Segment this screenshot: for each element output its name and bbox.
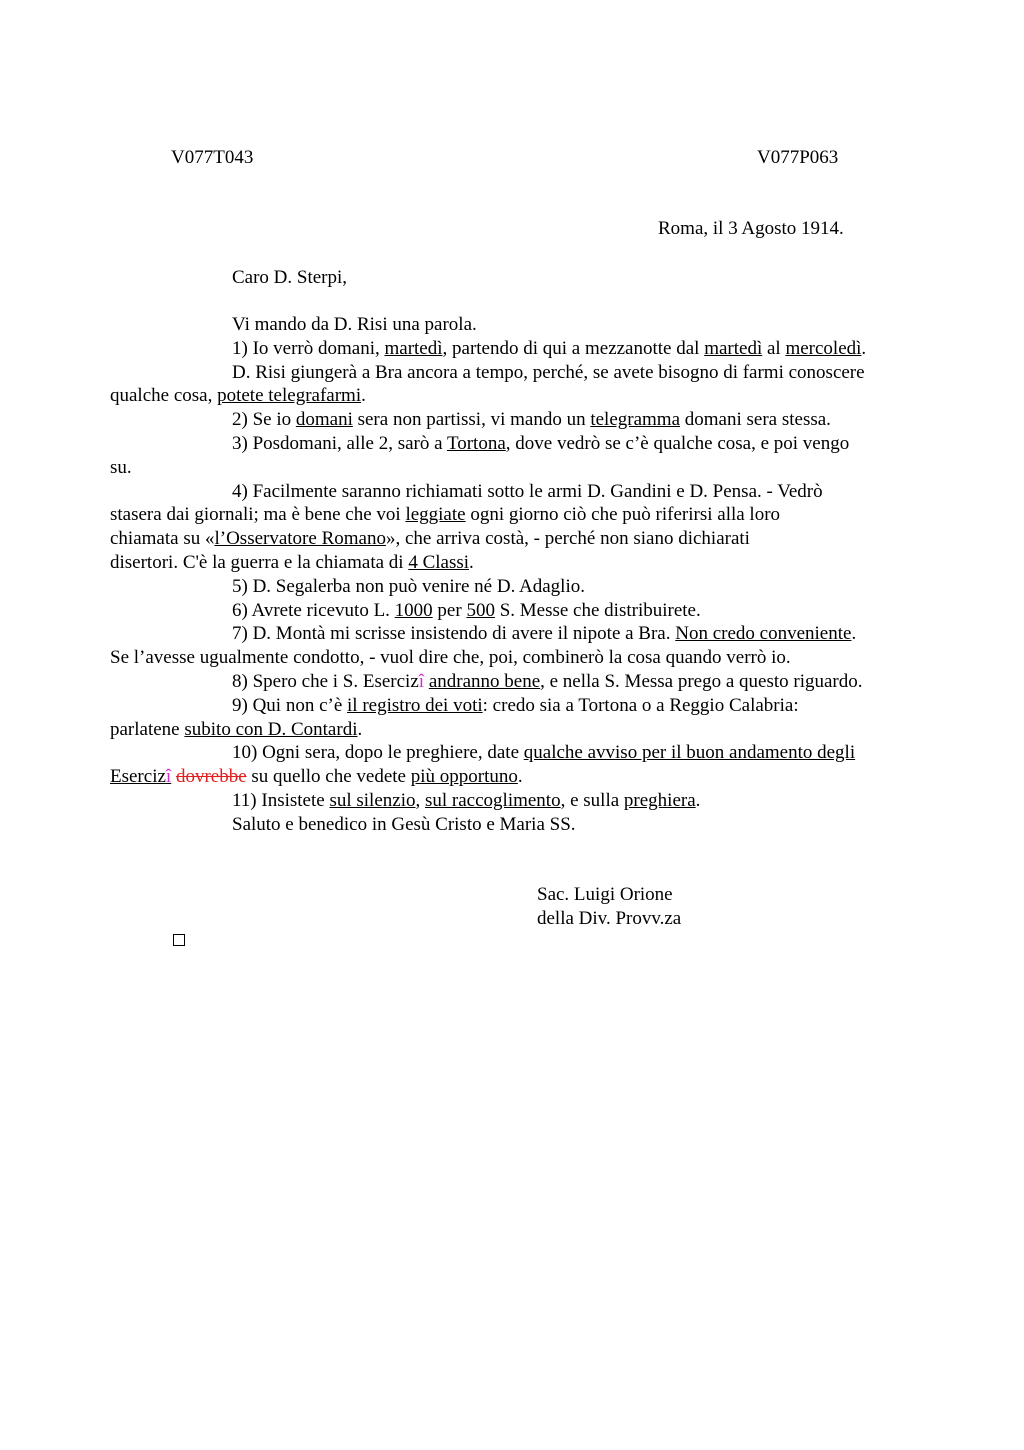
paragraph-6 [171, 599, 941, 623]
text: al [762, 337, 786, 359]
underlined-text: preghiera [623, 789, 696, 811]
paragraph-5: 5) D. Segalerba non può venire né D. Adaglio. [232, 575, 585, 597]
text: stasera dai giornali; ma è bene che voi [110, 504, 406, 526]
text: . [361, 385, 366, 407]
underlined-text: il registro dei voti [347, 694, 483, 716]
text: domani sera stessa. [680, 409, 831, 431]
text: , partendo di qui a mezzanotte dal [442, 337, 705, 359]
insertion-mark: î [418, 670, 425, 692]
paragraph-9 [110, 694, 941, 742]
deleted-text: dovrebbe [175, 766, 247, 788]
text: su quello che vedete [246, 766, 411, 788]
salutation: Caro D. Sterpi, [232, 267, 348, 288]
text: per [432, 599, 467, 621]
text: . [695, 789, 701, 811]
paragraph-2 [171, 408, 941, 432]
text: 7) D. Montà mi scrisse insistendo di avere il nipote a Bra. [232, 623, 676, 645]
document-id-right: V077P063 [757, 147, 839, 168]
signature-name: Sac. Luigi Orione [537, 884, 673, 905]
underlined-text: qualche avviso per il buon andamento degli [523, 742, 856, 764]
text: 10) Ogni sera, dopo le preghiere, date [232, 742, 524, 764]
underlined-text: martedì [384, 337, 443, 359]
signature-title: della Div. Provv.za [537, 908, 682, 929]
text: : credo sia a Tortona o a Reggio Calabria: [482, 694, 799, 716]
underlined-text: 500 [466, 599, 495, 621]
text: . [517, 766, 523, 788]
paragraph-intro: Vi mando da D. Risi una parola. [232, 314, 477, 335]
text: , e sulla [560, 789, 624, 811]
text: , dove vedrò se c’è qualche cosa, e poi vengo [505, 432, 850, 454]
text: chiamata su « [110, 528, 215, 550]
paragraph-4 [110, 480, 941, 575]
underlined-text: andranno bene [428, 670, 541, 692]
text: , [415, 789, 425, 811]
underlined-text: l’Osservatore Romano [214, 528, 386, 550]
text: 3) Posdomani, alle 2, sarò a [232, 432, 447, 454]
paragraph-10 [110, 741, 941, 789]
underlined-text: leggiate [405, 504, 466, 526]
text: S. Messe che distribuirete. [494, 599, 701, 621]
paragraph-11 [171, 789, 941, 813]
text: su. [110, 456, 132, 478]
paragraph-3 [110, 432, 941, 480]
text: Se l’avesse ugualmente condotto, - vuol dire che, poi, combinerò la cosa quando verrò io. [110, 647, 791, 669]
paragraph-1b [110, 361, 941, 409]
underlined-text: sul silenzio [329, 789, 416, 811]
insertion-mark: î [165, 766, 172, 788]
text: parlatene [110, 718, 185, 740]
underlined-text: sul raccoglimento [424, 789, 561, 811]
text: 11) Insistete [232, 789, 330, 811]
paragraph-1 [171, 337, 941, 361]
underlined-text: 4 Classi [408, 551, 470, 573]
text: 9) Qui non c’è [232, 694, 348, 716]
text: 6) Avrete ricevuto L. [232, 599, 395, 621]
paragraph-7 [110, 622, 941, 670]
text: qualche cosa, [110, 385, 218, 407]
underlined-text: Tortona [446, 432, 506, 454]
underlined-text: domani [295, 409, 353, 431]
text: . [851, 623, 857, 645]
closing-line: Saluto e benedico in Gesù Cristo e Maria SS. [232, 813, 576, 835]
text: . [861, 337, 867, 359]
text: . [469, 551, 474, 573]
underlined-text: Non credo conveniente [675, 623, 852, 645]
letter-body [110, 313, 941, 837]
signature-block [537, 883, 681, 931]
underlined-text: Esercizî [110, 766, 172, 788]
text: 4) Facilmente saranno richiamati sotto le armi D. Gandini e D. Pensa. - Vedrò [232, 480, 823, 502]
text: ogni giorno ciò che può riferirsi alla loro [465, 504, 781, 526]
underlined-text: 1000 [394, 599, 433, 621]
text: sera non partissi, vi mando un [352, 409, 591, 431]
text: . [357, 718, 363, 740]
paragraph-8 [171, 670, 941, 694]
text: 8) Spero che i S. Esercizî [232, 670, 425, 692]
text: 1) Io verrò domani, [232, 337, 385, 359]
underlined-text: più opportuno [410, 766, 518, 788]
underlined-text: subito con D. Contardi [184, 718, 358, 740]
document-id-left: V077T043 [171, 147, 254, 168]
underlined-text: mercoledì [785, 337, 862, 359]
end-of-document-box-icon [173, 934, 185, 946]
text: , e nella S. Messa prego a questo riguardo. [540, 670, 863, 692]
underlined-text: martedì [704, 337, 763, 359]
date-line: Roma, il 3 Agosto 1914. [658, 218, 844, 239]
underlined-text: potete telegrafarmi [217, 385, 362, 407]
underlined-text: telegramma [590, 409, 681, 431]
text: », che arriva costà, - perché non siano dichiarati [385, 528, 750, 550]
text: D. Risi giungerà a Bra ancora a tempo, perché, se avete bisogno di farmi conoscere [232, 361, 865, 383]
text: disertori. C'è la guerra e la chiamata di [110, 551, 409, 573]
text: 2) Se io [232, 409, 296, 431]
